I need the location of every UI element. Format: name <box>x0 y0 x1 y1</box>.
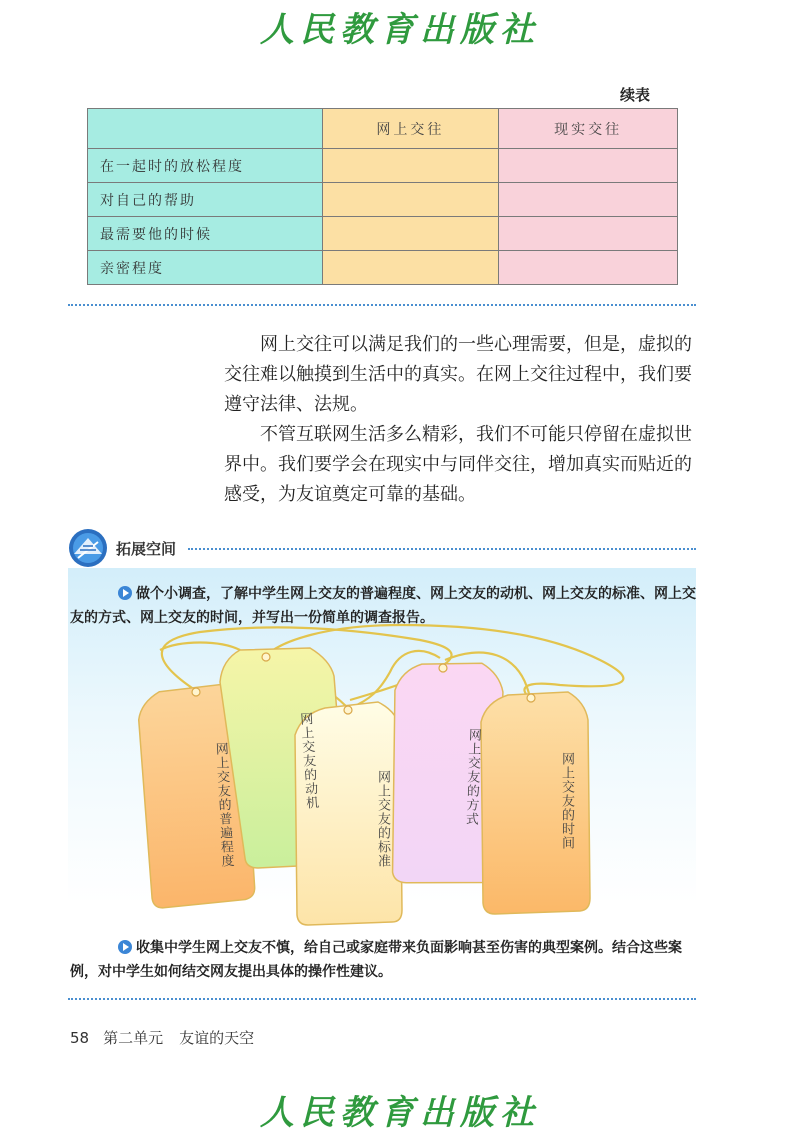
row-label: 最需要他的时候 <box>88 217 323 251</box>
continued-label: 续表 <box>620 86 651 104</box>
table-header-real: 现实交往 <box>499 109 678 149</box>
tag-label-prevalence: 网上交友的普遍程度 <box>212 741 234 869</box>
task-1-text: 做个小调查，了解中学生网上交友的普遍程度、网上交友的动机、网上交友的标准、网上交友的方式、网上交友的时间，并写出一份简单的调查报告。 <box>70 586 696 626</box>
row-label: 对自己的帮助 <box>88 183 323 217</box>
row-label: 在一起时的放松程度 <box>88 149 323 183</box>
row-label: 亲密程度 <box>88 251 323 285</box>
page-footer <box>70 1027 254 1048</box>
extension-title: 拓展空间 <box>116 540 177 558</box>
page-number: 58 <box>70 1029 90 1047</box>
task-2-text: 收集中学生网上交友不慎，给自己或家庭带来负面影响甚至伤害的典型案例。结合这些案例，对中学生如何结交网友提出具体的操作性建议。 <box>70 940 682 980</box>
arrow-bullet-icon <box>118 940 132 954</box>
divider-dotted-bottom <box>68 998 696 1000</box>
unit-label: 第二单元 <box>103 1029 164 1047</box>
tag-label-standard: 网上交友的标准 <box>375 770 390 868</box>
task-2 <box>70 936 696 984</box>
tag-label-method: 网上交友的方式 <box>462 727 482 827</box>
publisher-footer: 人民教育出版社 <box>260 1093 540 1133</box>
unit-title: 友谊的天空 <box>179 1029 255 1047</box>
paragraph: 不管互联网生活多么精彩，我们不可能只停留在虚拟世界中。我们要学会在现实中与同伴交往，增加真实而贴近的感受，为友谊奠定可靠的基础。 <box>224 424 692 505</box>
publisher-header: 人民教育出版社 <box>260 10 540 50</box>
paragraph: 网上交往可以满足我们的一些心理需要，但是，虚拟的交往难以触摸到生活中的真实。在网上交往过程中，我们要遵守法律、法规。 <box>224 334 692 415</box>
tag-label-time: 网上交友的时间 <box>559 752 574 850</box>
table-header-online: 网上交往 <box>322 109 499 149</box>
tag-label-motivation: 网上交友的动机 <box>296 711 319 811</box>
